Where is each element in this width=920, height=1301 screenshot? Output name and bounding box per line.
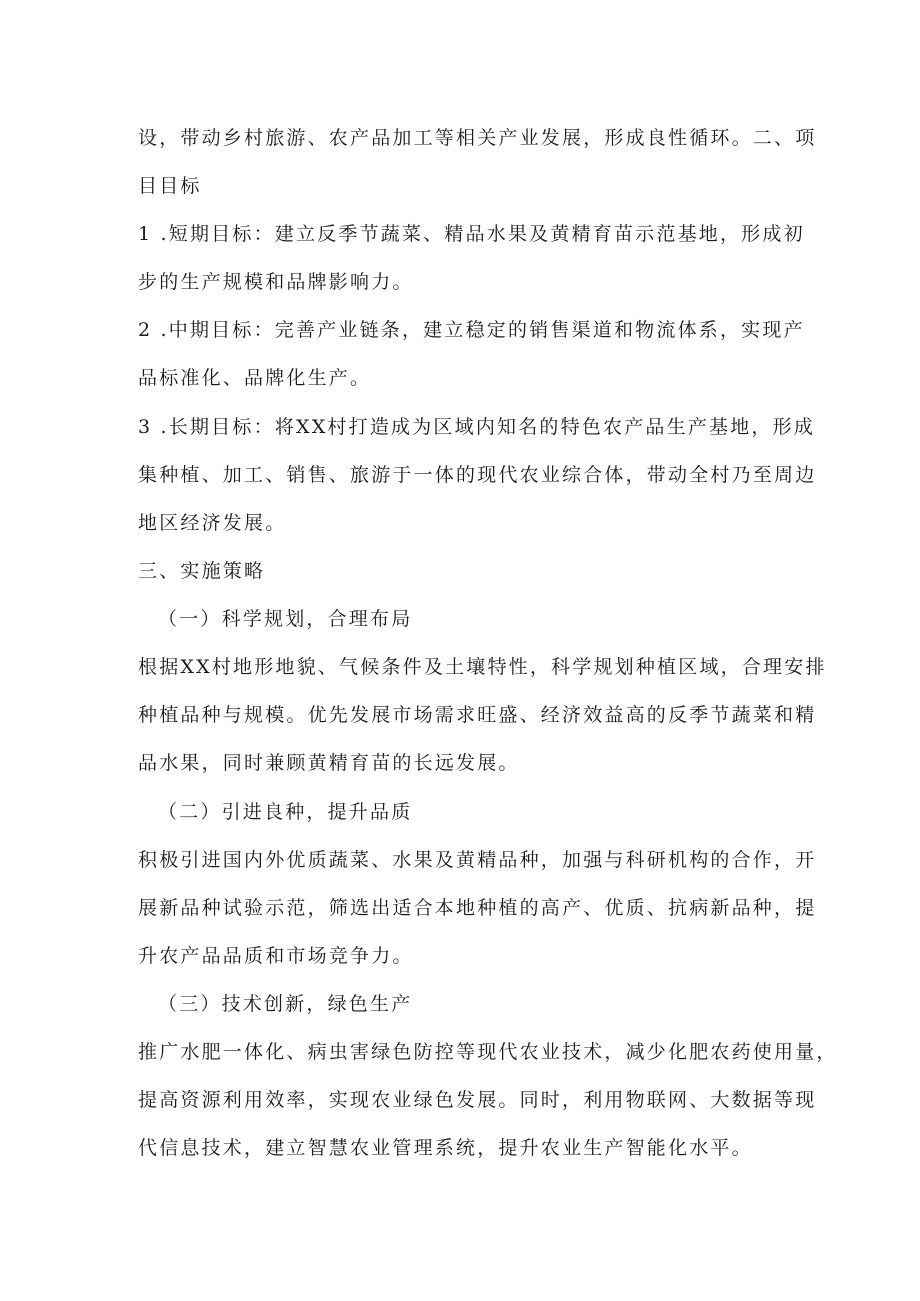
paragraph-line: 展新品种试验示范，筛选出适合本地种植的高产、优质、抗病新品种，提 [138,897,817,919]
paragraph-line: 积极引进国内外优质蔬菜、水果及黄精品种，加强与科研机构的合作，开 [138,849,817,871]
paragraph-line: 地区经济发展。 [138,512,287,534]
paragraph-line: 推广水肥一体化、病虫害绿色防控等现代农业技术，减少化肥农药使用量， [138,1041,838,1063]
subsection-heading: （二）引进良种，提升品质 [158,801,413,823]
paragraph-line: 代信息技术，建立智慧农业管理系统，提升农业生产智能化水平。 [138,1137,753,1159]
paragraph-line: 设，带动乡村旅游、农产品加工等相关产业发展，形成良性循环。二、项 [138,127,817,149]
paragraph-line: 集种植、加工、销售、旅游于一体的现代农业综合体，带动全村乃至周边 [138,464,817,486]
section-heading: 三、实施策略 [138,560,266,582]
subsection-heading: （三）技术创新，绿色生产 [158,993,413,1015]
goal-line-mid-term: 2 .中期目标：完善产业链条，建立稳定的销售渠道和物流体系，实现产 [138,319,805,341]
paragraph-line: 品标准化、品牌化生产。 [138,367,372,389]
paragraph-line: 升农产品品质和市场竞争力。 [138,945,414,967]
paragraph-line: 步的生产规模和品牌影响力。 [138,271,414,293]
paragraph-line: 目目标 [138,175,202,197]
paragraph-line: 根据XX村地形地貌、气候条件及土壤特性，科学规划种植区域，合理安排 [138,656,827,678]
subsection-heading: （一）科学规划，合理布局 [158,608,413,630]
paragraph-line: 品水果，同时兼顾黄精育苗的长远发展。 [138,752,520,774]
goal-line-long-term: 3 .长期目标：将XX村打造成为区域内知名的特色农产品生产基地，形成 [138,416,816,438]
paragraph-line: 提高资源利用效率，实现农业绿色发展。同时，利用物联网、大数据等现 [138,1089,817,1111]
goal-line-short-term: 1 .短期目标：建立反季节蔬菜、精品水果及黄精育苗示范基地，形成初 [138,223,805,245]
paragraph-line: 种植品种与规模。优先发展市场需求旺盛、经济效益高的反季节蔬菜和精 [138,704,817,726]
